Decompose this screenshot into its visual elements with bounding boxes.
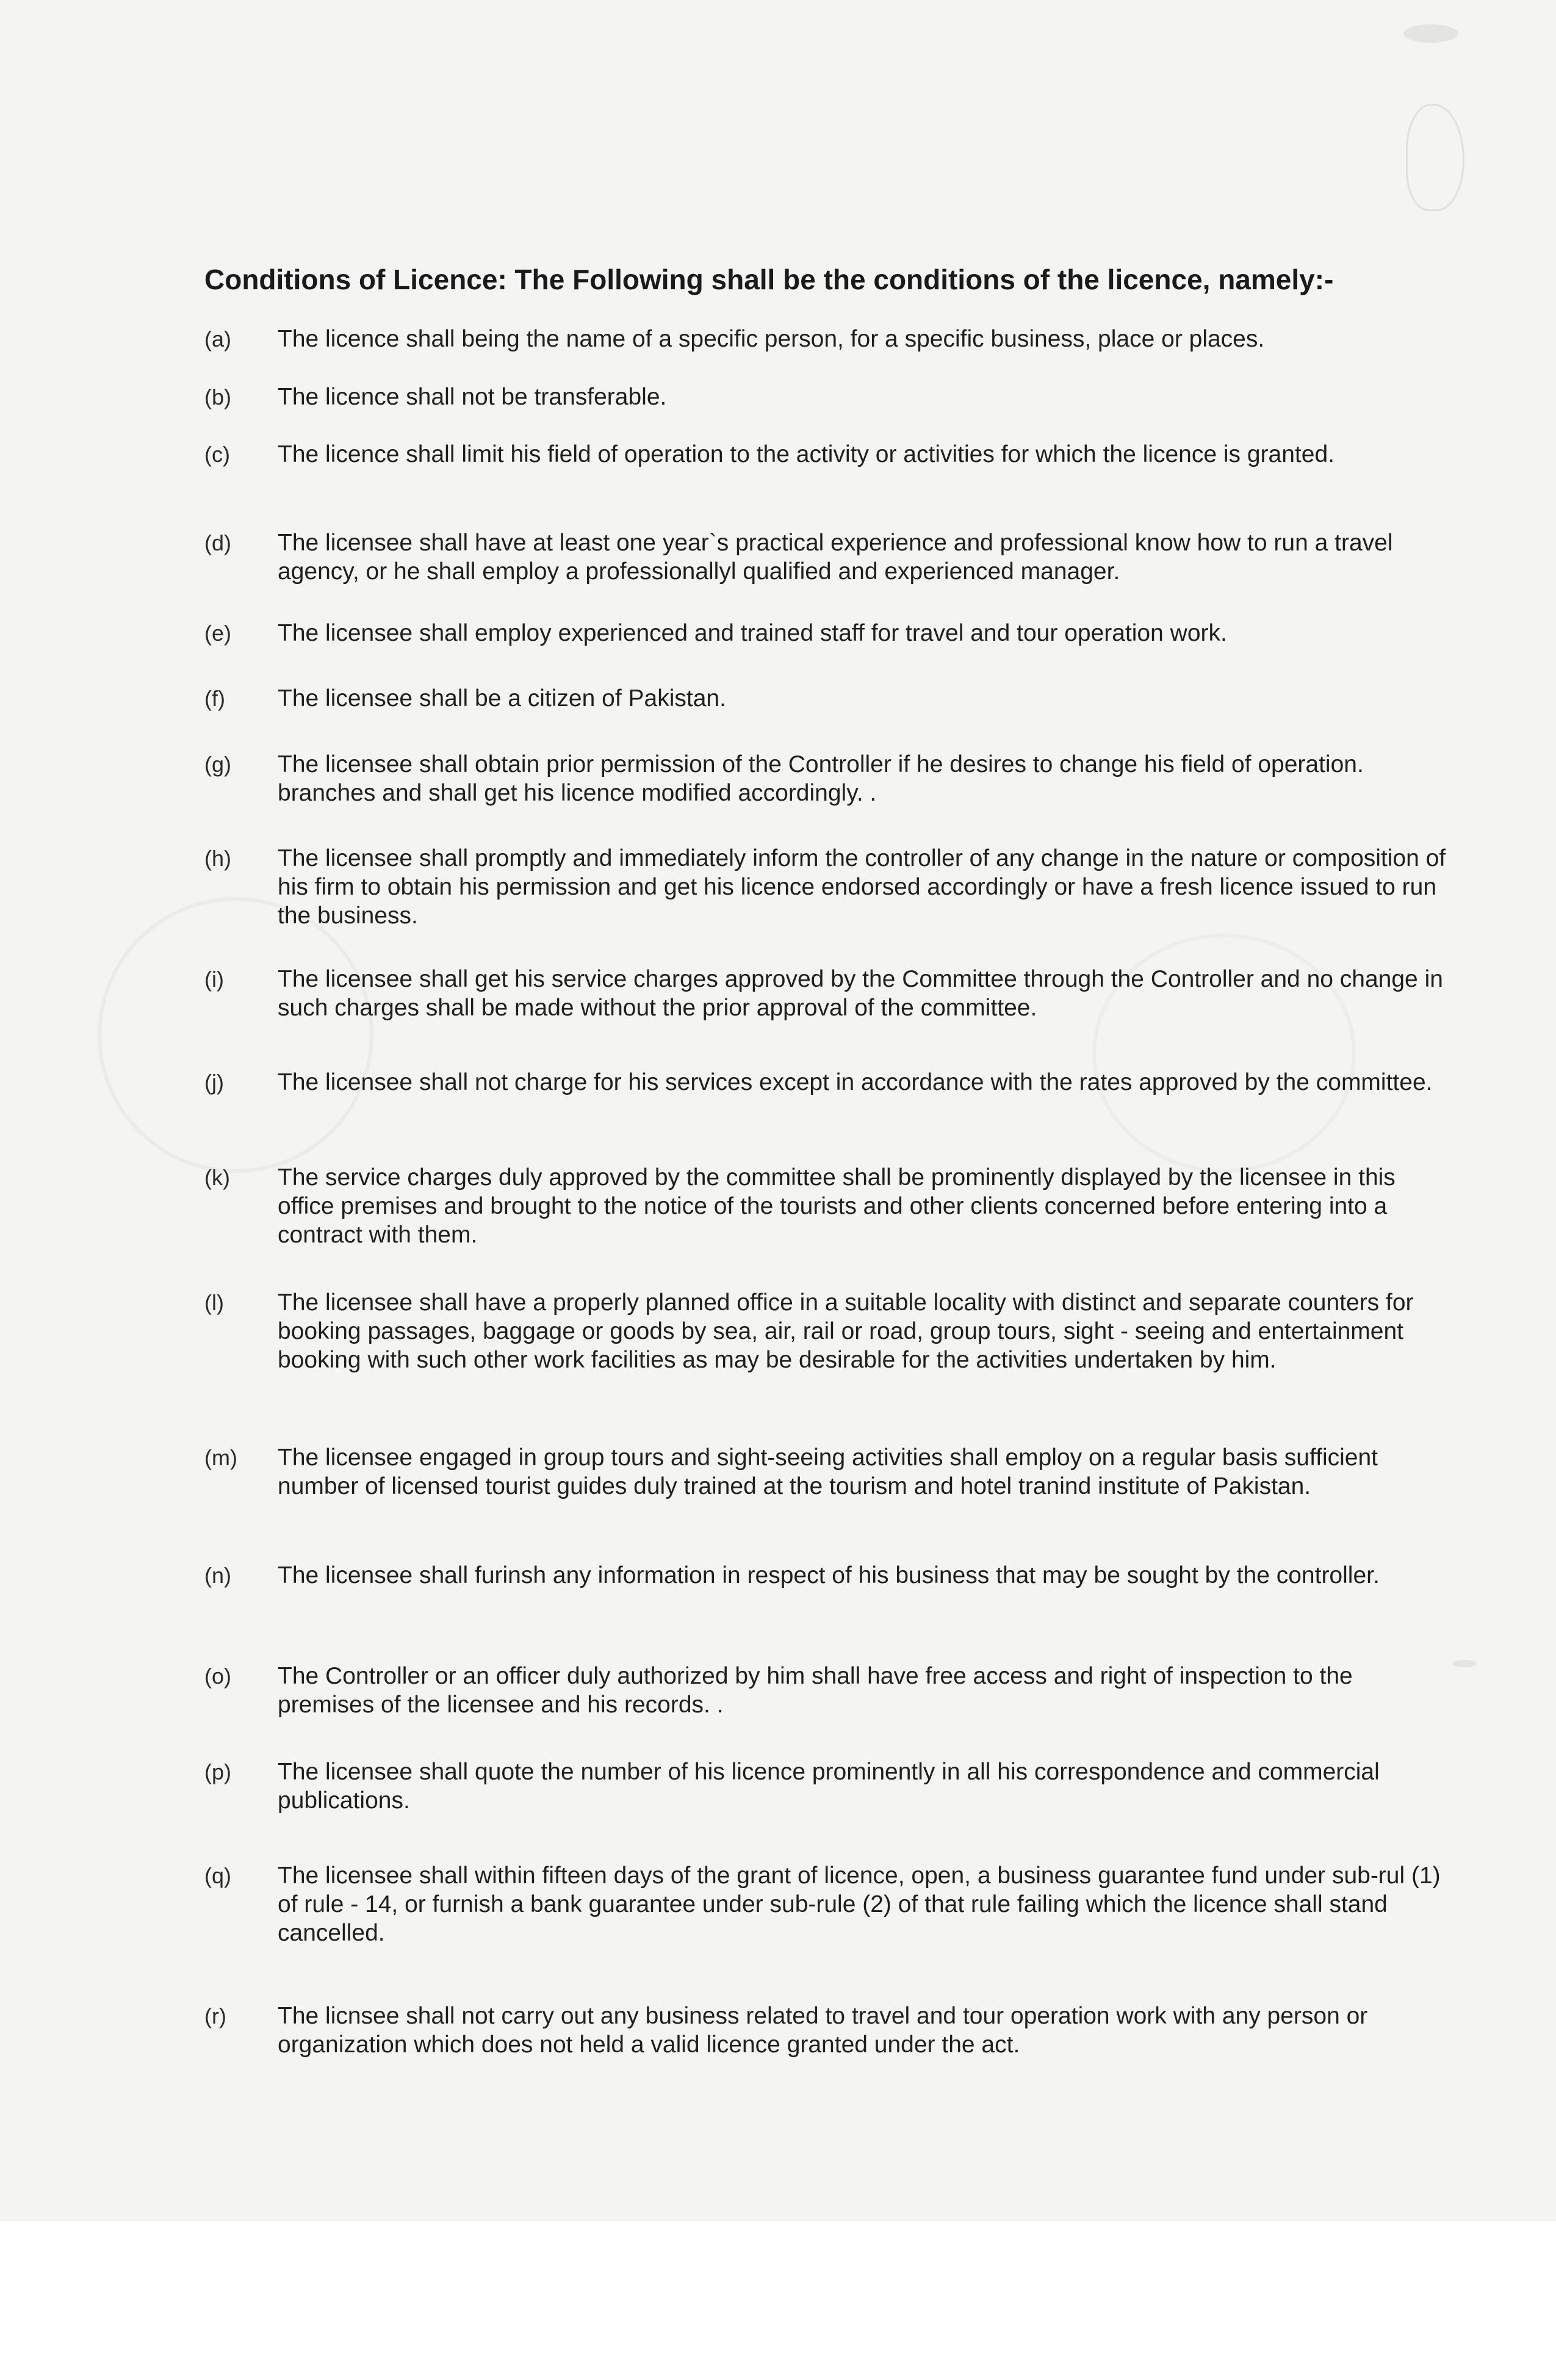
clause-label: (a) [204, 326, 231, 352]
clause-text: The service charges duly approved by the committee shall be prominently displayed by the licensee in this office premises and brought to the notice of the tourists and other clients concerned before entering into a contract with them. [278, 1164, 1396, 1248]
clause-label: (f) [204, 686, 225, 711]
clause-label: (e) [204, 621, 231, 646]
faded-stamp-left [98, 897, 373, 1173]
clause-text: The licence shall not be transferable. [278, 384, 667, 410]
clause-text: The licensee shall not charge for his services except in accordance with the rates approved by the committee. [278, 1069, 1433, 1095]
ink-smudge [1406, 104, 1464, 211]
clause-text: The licence shall being the name of a specific person, for a specific business, place or places. [278, 326, 1265, 352]
clause-label: (q) [204, 1863, 231, 1888]
clause-label: (o) [204, 1664, 231, 1689]
clause-text: The licensee shall have at least one year`s practical experience and professional know how to run a travel agency, or he shall employ a professionallyl qualified and experienced manager. [278, 530, 1393, 585]
clause-label: (c) [204, 442, 230, 467]
scan-speck [1452, 1660, 1477, 1667]
clause-text: The licensee shall employ experienced and trained staff for travel and tour operation work. [278, 620, 1227, 646]
clause-text: The licensee shall be a citizen of Pakistan. [278, 685, 726, 712]
clause-text: The licnsee shall not carry out any business related to travel and tour operation work with any person or organization which does not held a valid licence granted under the act. [278, 2003, 1368, 2058]
clause-text: The licensee shall obtain prior permission of the Controller if he desires to change his field of operation. branches and shall get his licence modified accordingly. . [278, 751, 1364, 806]
clause-text: The licence shall limit his field of operation to the activity or activities for which the licence is granted. [278, 441, 1334, 467]
clause-label: (p) [204, 1759, 231, 1784]
clause-label: (h) [204, 846, 231, 871]
page-heading: Conditions of Licence: The Following shall be the conditions of the licence, namely:- [204, 264, 1334, 295]
clause-text: The Controller or an officer duly authorized by him shall have free access and right of inspection to the premises of the licensee and his records. . [278, 1663, 1353, 1718]
clause-text: The licensee engaged in group tours and sight-seeing activities shall employ on a regular basis sufficient number of licensed tourist guides duly trained at the tourism and hotel tranind institute of Pakistan. [278, 1444, 1378, 1499]
clause-text: The licensee shall get his service charges approved by the Committee through the Controller and no change in such charges shall be made without the prior approval of the committee. [278, 966, 1443, 1021]
clause-label: (b) [204, 384, 231, 409]
clause-label: (k) [204, 1165, 230, 1190]
clause-text: The licensee shall promptly and immediately inform the controller of any change in the nature or composition of his firm to obtain his permission and get his licence endorsed accordingly or have a fresh licence issued to run the business. [278, 845, 1446, 929]
scan-speck [1403, 24, 1458, 43]
clause-text: The licensee shall have a properly planned office in a suitable locality with distinct and separate counters for booking passages, baggage or goods by sea, air, rail or road, group tours, sight - seeing and entertainment booking with such other work facilities as may be desirable for the activities undertaken by him. [278, 1289, 1414, 1373]
clause-label: (r) [204, 2003, 226, 2028]
clause-text: The licensee shall within fifteen days of the grant of licence, open, a business guarantee fund under sub-rul (1) of rule - 14, or furnish a bank guarantee under sub-rule (2) of that rule failing which the licence shall stand cancelled. [278, 1863, 1441, 1946]
clause-label: (j) [204, 1070, 224, 1095]
clause-label: (n) [204, 1563, 231, 1588]
clause-label: (d) [204, 530, 231, 555]
clause-label: (m) [204, 1445, 237, 1470]
clause-text: The licensee shall furinsh any information in respect of his business that may be sought by the controller. [278, 1562, 1380, 1588]
clause-label: (l) [204, 1290, 224, 1315]
clause-label: (g) [204, 752, 231, 777]
clause-text: The licensee shall quote the number of his licence prominently in all his correspondence and commercial publications. [278, 1759, 1380, 1814]
clause-label: (i) [204, 967, 224, 992]
